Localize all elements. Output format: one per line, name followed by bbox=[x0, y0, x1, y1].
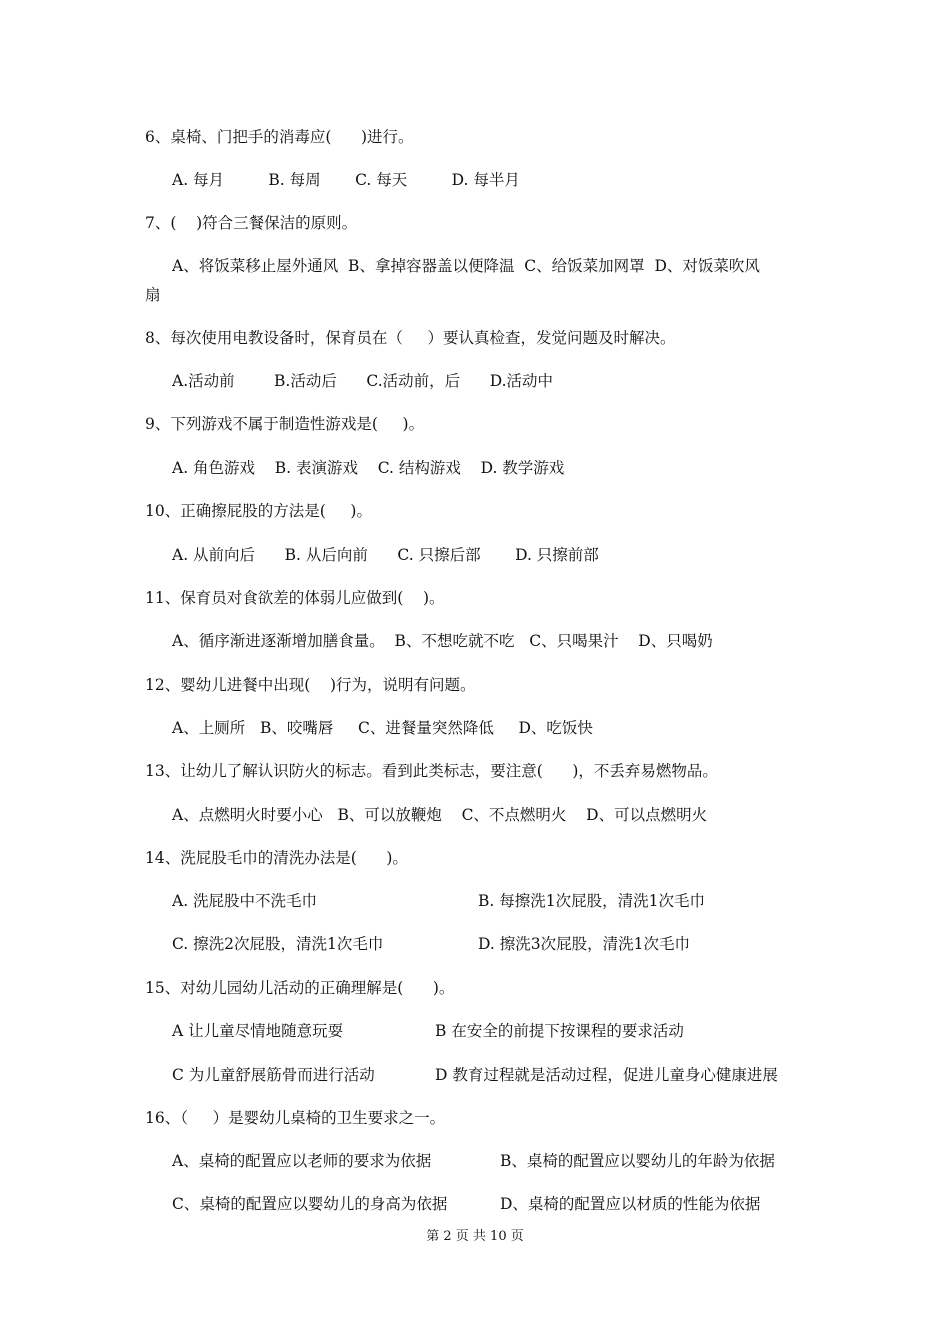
question-16-option-c: C、桌椅的配置应以婴幼儿的身高为依据 bbox=[172, 1195, 448, 1213]
question-6-options: A. 每月 B. 每周 C. 每天 D. 每半月 bbox=[172, 171, 520, 189]
question-15-option-c: C 为儿童舒展筋骨而进行活动 bbox=[172, 1066, 375, 1084]
question-14-option-d: D. 擦洗3次屁股，清洗1次毛巾 bbox=[478, 935, 690, 953]
question-11-stem: 11、保育员对食欲差的体弱儿应做到( )。 bbox=[145, 589, 445, 607]
question-16-option-d: D、桌椅的配置应以材质的性能为依据 bbox=[500, 1195, 761, 1213]
question-13-stem: 13、让幼儿了解认识防火的标志。看到此类标志，要注意( )，不丢弃易燃物品。 bbox=[145, 762, 718, 780]
question-15-option-a: A 让儿童尽情地随意玩耍 bbox=[172, 1022, 344, 1040]
question-8-options: A.活动前 B.活动后 C.活动前，后 D.活动中 bbox=[172, 372, 554, 390]
question-7-stem: 7、( )符合三餐保洁的原则。 bbox=[145, 214, 358, 232]
question-7-options-continued: 扇 bbox=[145, 286, 161, 304]
question-13-options: A、点燃明火时要小心 B、可以放鞭炮 C、不点燃明火 D、可以点燃明火 bbox=[172, 806, 708, 824]
question-16-stem: 16、（ ）是婴幼儿桌椅的卫生要求之一。 bbox=[145, 1109, 446, 1127]
question-12-stem: 12、婴幼儿进餐中出现( )行为，说明有问题。 bbox=[145, 676, 476, 694]
question-6-stem: 6、桌椅、门把手的消毒应( )进行。 bbox=[145, 128, 414, 146]
question-12-options: A、上厕所 B、咬嘴唇 C、进餐量突然降低 D、吃饭快 bbox=[172, 719, 593, 737]
question-14-option-c: C. 擦洗2次屁股，清洗1次毛巾 bbox=[172, 935, 384, 953]
question-16-option-a: A、桌椅的配置应以老师的要求为依据 bbox=[172, 1152, 432, 1170]
question-10-options: A. 从前向后 B. 从后向前 C. 只擦后部 D. 只擦前部 bbox=[172, 546, 599, 564]
question-7-options: A、将饭菜移止屋外通风 B、拿掉容器盖以便降温 C、给饭菜加网罩 D、对饭菜吹风 bbox=[172, 257, 760, 275]
page-number-footer: 第 2 页 共 10 页 bbox=[426, 1229, 524, 1244]
question-14-stem: 14、洗屁股毛巾的清洗办法是( )。 bbox=[145, 849, 408, 867]
question-15-stem: 15、对幼儿园幼儿活动的正确理解是( )。 bbox=[145, 979, 455, 997]
question-10-stem: 10、正确擦屁股的方法是( )。 bbox=[145, 502, 372, 520]
question-8-stem: 8、每次使用电教设备时，保育员在（ ）要认真检查，发觉问题及时解决。 bbox=[145, 329, 676, 347]
question-9-options: A. 角色游戏 B. 表演游戏 C. 结构游戏 D. 教学游戏 bbox=[172, 459, 565, 477]
question-15-option-b: B 在安全的前提下按课程的要求活动 bbox=[435, 1022, 684, 1040]
question-14-option-a: A. 洗屁股中不洗毛巾 bbox=[172, 892, 318, 910]
question-9-stem: 9、下列游戏不属于制造性游戏是( )。 bbox=[145, 415, 425, 433]
question-16-option-b: B、桌椅的配置应以婴幼儿的年龄为依据 bbox=[500, 1152, 775, 1170]
question-14-option-b: B. 每擦洗1次屁股，清洗1次毛巾 bbox=[478, 892, 705, 910]
question-11-options: A、循序渐进逐渐增加膳食量。 B、不想吃就不吃 C、只喝果汁 D、只喝奶 bbox=[172, 632, 713, 650]
question-15-option-d: D 教育过程就是活动过程，促进儿童身心健康进展 bbox=[435, 1066, 778, 1084]
